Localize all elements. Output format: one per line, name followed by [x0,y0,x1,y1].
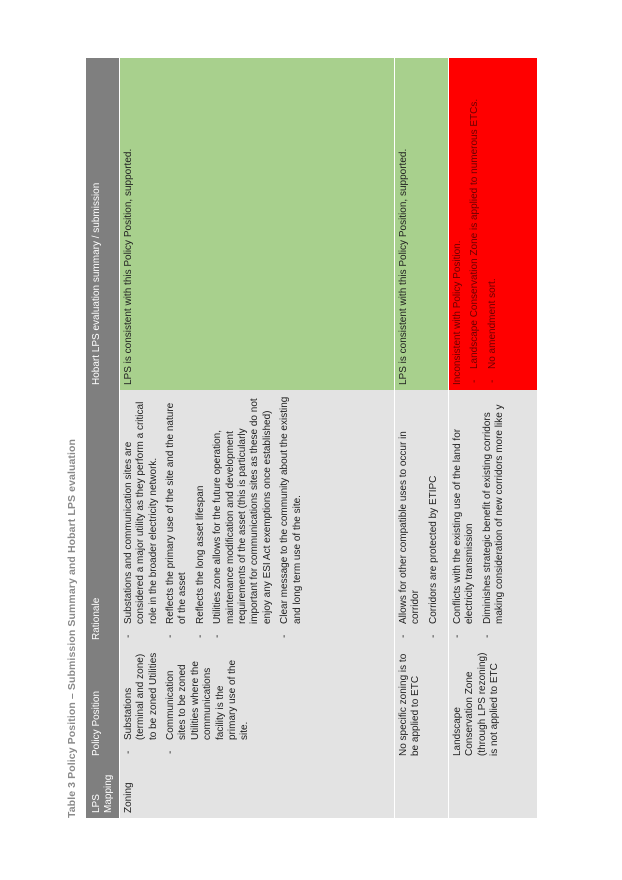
policy-table [86,58,537,818]
policy-cell: Landscape Conservation Zone (through LPS rezoning) is not applied to ETC [449,645,538,761]
header-row [86,58,119,818]
evaluation-item: - No amendment sort. [487,63,499,385]
header-policy-position: Policy Position [86,645,119,761]
rationale-item: - Corridors are protected by ETIPC [428,395,440,640]
evaluation-title: Inconsistent with Policy Position. [452,240,464,385]
table-row [449,58,538,818]
mapping-cell: Zoning [119,761,394,818]
table-row [119,58,394,818]
header-evaluation: Hobart LPS evaluation summary / submission [86,58,119,390]
rationale-item: - Substations and communication sites are considered a major utility as they perform a critical role in the broader electricity network. [123,395,160,640]
header-rationale: Rationale [86,390,119,645]
rationale-cell [119,390,394,645]
rationale-item: - Clear message to the community about the existing and long term use of the site. [279,395,304,640]
table-row [394,58,448,818]
mapping-cell [394,761,448,818]
policy-cell: No specific zoning is to be applied to ETC [394,645,448,761]
rationale-item: - Allows for other compatible uses to occur in corridor [398,395,423,640]
policy-cell [119,645,394,761]
rationale-item: - Reflects the long asset lifespan [195,395,207,640]
rationale-cell [394,390,448,645]
evaluation-cell: LPS is consistent with this Policy Position, supported. [394,58,448,390]
policy-item: - Communication sites to be zoned Utilities where the communications facility is the primary use of the site. [165,650,252,756]
header-lps-mapping: LPS Mapping [86,761,119,818]
rationale-cell [449,390,538,645]
evaluation-item: - Landscape Conservation Zone is applied to numerous ETCs. [469,63,481,385]
rationale-item: - Conflicts with the existing use of the land for electricity transmission [452,395,477,640]
rationale-item: - Diminishes strategic benefit of existing corridors making consideration of new corridors more like y [482,395,507,640]
mapping-cell [449,761,538,818]
policy-item: - Substations (terminal and zone) to be zoned Utilities [123,650,160,756]
rationale-item: - Utilities zone allows for the future operation, maintenance modification and development requirements of the asset (this is particularly important for communications sites as these do not enjoy any ESI Act exemptions once established) [212,395,274,640]
evaluation-cell [449,58,538,390]
table-caption: Table 3 Policy Position – Submission Summary and Hobart LPS evaluation [66,438,78,818]
rationale-item: - Reflects the primary use of the site and the nature of the asset [165,395,190,640]
evaluation-cell: LPS is consistent with this Policy Position, supported. [119,58,394,390]
